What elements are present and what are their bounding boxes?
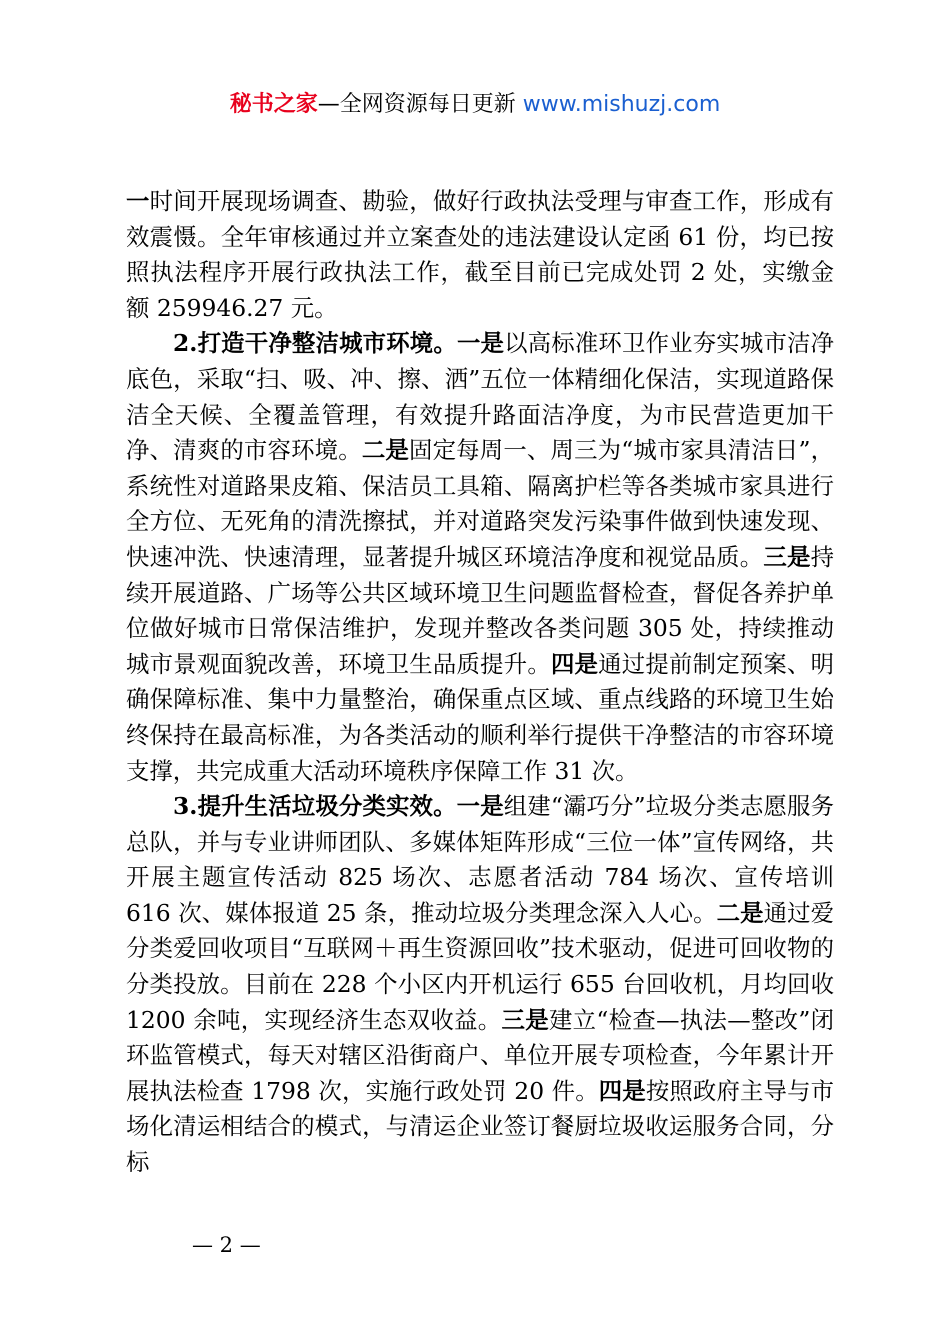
bold-text-run: 一 xyxy=(126,187,150,215)
text-run: 组建“灞巧分”垃圾分类志愿服务总队，并与专业讲师团队、多媒体矩阵形成“三位一体”宣传网络，共开展主题宣传活动 825 场次、志愿者活动 784 场次、宣传培训 616 次、媒体报道 25 条，推动垃圾分类理念深入人心。 xyxy=(126,792,834,927)
bold-text-run: 二是 xyxy=(716,898,764,927)
paragraph xyxy=(126,789,834,1181)
document-body xyxy=(126,184,834,1181)
text-run: 以高标准环卫作业夯实城市洁净底色，采取“扫、吸、冲、擦、洒”五位一体精细化保洁，实现道路保洁全天候、全覆盖管理，有效提升路面洁净度，为市民营造更加干净、清爽的市容环境。 xyxy=(126,329,834,465)
header-dash: — xyxy=(317,92,340,117)
site-header xyxy=(0,88,950,122)
bold-text-run: 四是 xyxy=(550,649,599,678)
bold-text-run: 3.提升生活垃圾分类实效。一是 xyxy=(173,792,504,821)
bold-text-run: 2.打造干净整洁城市环境。一是 xyxy=(173,329,505,358)
text-run: 通过提前制定预案、明确保障标准、集中力量整治，确保重点区域、重点线路的环境卫生始终保持在最高标准，为各类活动的顺利举行提供干净整洁的市容环境支撑，共完成重大活动环境秩序保障工作 31 次。 xyxy=(126,649,835,785)
paragraph xyxy=(126,184,834,326)
text-run: 固定每周一、周三为“城市家具清洁日”，系统性对道路果皮箱、保洁员工具箱、隔离护栏等各类城市家具进行全方位、无死角的清洗擦拭，并对道路突发污染事件做到快速发现、快速冲洗、快速清理，显著提升城区环境洁净度和视觉品质。 xyxy=(126,436,835,571)
paragraph xyxy=(126,326,834,789)
bold-text-run: 三是 xyxy=(763,542,811,571)
text-run: 持续开展道路、广场等公共区域环境卫生问题监督检查，督促各养护单位做好城市日常保洁维护，发现并整改各类问题 305 处，持续推动城市景观面貌改善，环境卫生品质提升。 xyxy=(126,542,835,678)
page-number: — 2 — xyxy=(192,1233,261,1257)
text-run: 按照政府主导与市场化清运相结合的模式，与清运企业签订餐厨垃圾收运服务合同，分标 xyxy=(126,1076,835,1177)
bold-text-run: 二是 xyxy=(361,436,409,465)
bold-text-run: 四是 xyxy=(598,1076,646,1105)
header-slogan: 全网资源每日更新 xyxy=(339,92,516,117)
text-run: 时间开展现场调查、勘验，做好行政执法受理与审查工作，形成有效震慑。全年审核通过并立案查处的违法建设认定函 61 份，均已按照执法程序开展行政执法工作，截至目前已完成处罚 2 处，实缴金额 259946.27 元。 xyxy=(126,187,834,322)
site-brand: 秘书之家 xyxy=(229,92,318,117)
bold-text-run: 三是 xyxy=(501,1005,549,1034)
text-run: 建立“检查—执法—整改”闭环监管模式，每天对辖区沿街商户、单位开展专项检查，今年累计开展执法检查 1798 次，实施行政处罚 20 件。 xyxy=(126,1005,835,1105)
text-run: 通过爱分类爱回收项目“互联网＋再生资源回收”技术驱动，促进可回收物的分类投放。目前在 228 个小区内开机运行 655 台回收机，月均回收 1200 余吨，实现经济生态双收益。 xyxy=(126,898,835,1034)
site-url-link[interactable]: www.mishuzj.com xyxy=(522,92,721,117)
